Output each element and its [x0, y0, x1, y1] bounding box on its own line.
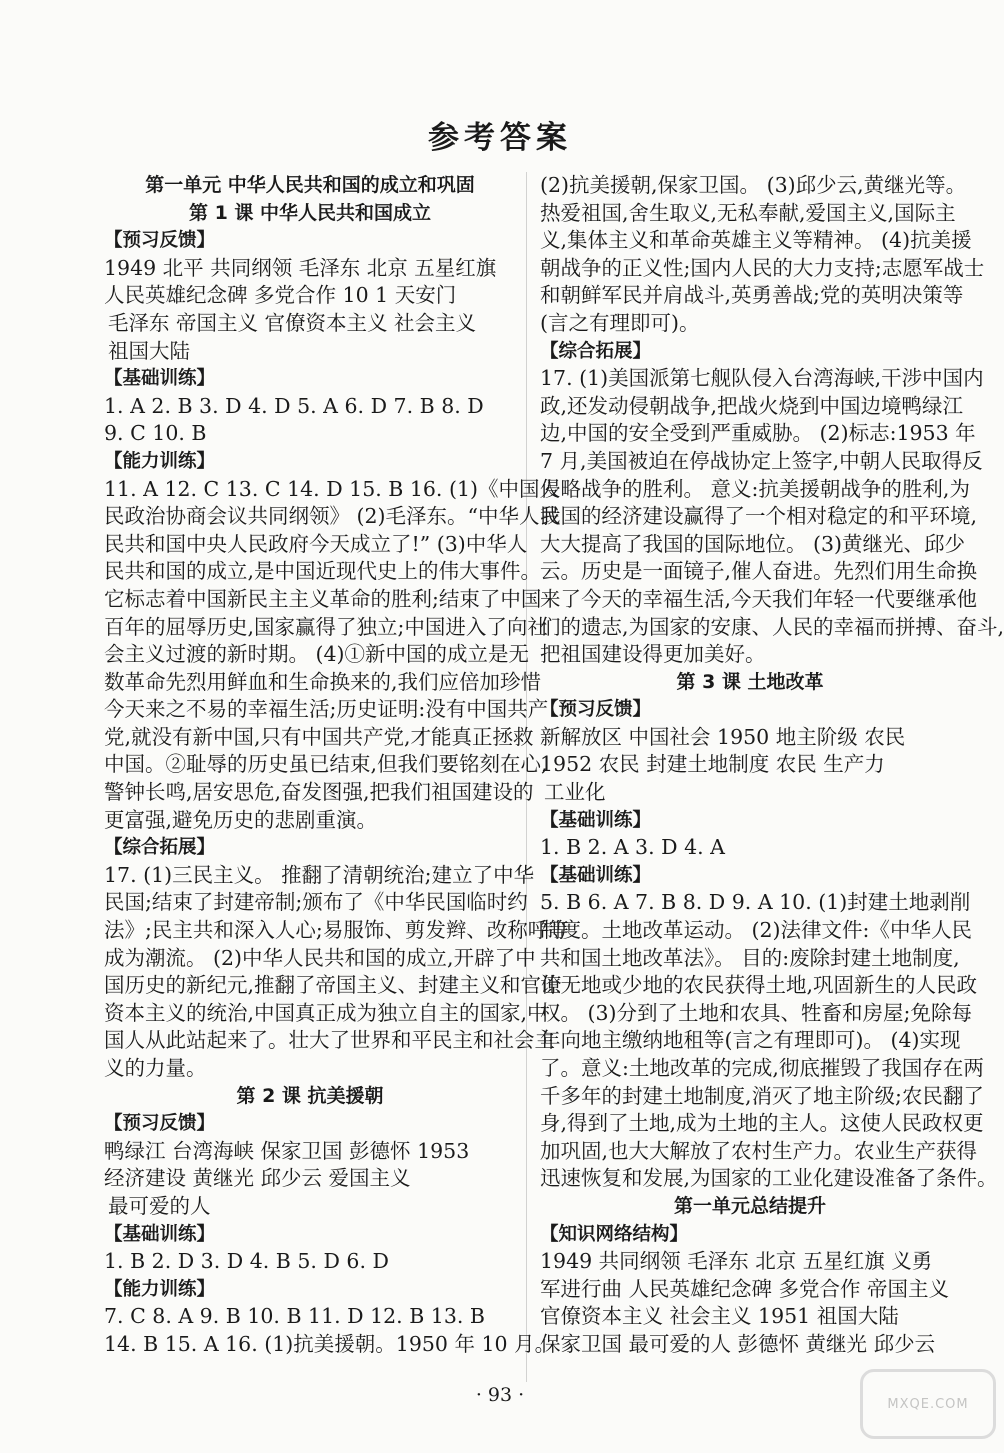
answer-line: 朝战争的正义性;国内人民的大力支持;志愿军战士 — [540, 255, 985, 280]
answer-line: 新解放区 中国社会 1950 地主阶级 农民 — [540, 724, 906, 749]
subsection-label: 【能力训练】 — [104, 1278, 216, 1300]
answer-line: 1949 共同纲领 毛泽东 北京 五星红旗 义勇 — [540, 1249, 933, 1274]
page-title: 参考答案 — [428, 120, 572, 156]
watermark-logo — [860, 1369, 996, 1439]
right-column — [540, 172, 1004, 1359]
answer-line: 17. (1)美国派第七舰队侵入台湾海峡,干涉中国内 — [540, 366, 984, 391]
answer-line: 会主义过渡的新时期。 (4)①新中国的成立是无 — [104, 642, 530, 667]
answer-line: 云。历史是一面镜子,催人奋进。先烈们用生命换 — [540, 559, 978, 584]
answer-line: 把祖国建设得更加美好。 — [540, 642, 766, 667]
answer-line: 鸭绿江 台湾海峡 保家卫国 彭德怀 1953 — [104, 1138, 470, 1163]
answer-line: 热爱祖国,舍生取义,无私奉献,爱国主义,国际主 — [540, 200, 956, 225]
subsection-label: 【基础训练】 — [104, 1223, 216, 1245]
answer-line: 大大提高了我国的国际地位。 (3)黄继光、邱少 — [540, 531, 966, 556]
answer-line: 侵略战争的胜利。 意义:抗美援朝战争的胜利,为 — [540, 476, 970, 501]
answer-line: 更富强,避免历史的悲剧重演。 — [104, 807, 378, 832]
answer-line: 百年的屈辱历史,国家赢得了独立;中国进入了向社 — [104, 614, 548, 639]
answer-line: 制度。土地改革运动。 (2)法律文件:《中华人民 — [540, 918, 972, 943]
answer-line: 人民英雄纪念碑 多党合作 10 1 天安门 — [104, 283, 457, 308]
subsection-label: 【基础训练】 — [540, 864, 652, 886]
answer-line: 毛泽东 帝国主义 官僚资本主义 社会主义 — [108, 310, 477, 335]
answer-line: 警钟长鸣,居安思危,奋发图强,把我们祖国建设的 — [104, 780, 534, 805]
answer-line: 最可爱的人 — [108, 1193, 211, 1218]
page-number: · 93 · — [475, 1384, 525, 1406]
answer-line: (2)抗美援朝,保家卫国。 (3)邱少云,黄继光等。 — [540, 173, 967, 197]
answer-line: (言之有理即可)。 — [540, 310, 700, 335]
subsection-label: 【预习反馈】 — [540, 699, 652, 721]
subsection-label: 【能力训练】 — [104, 450, 216, 472]
answer-line: 9. C 10. B — [104, 421, 207, 446]
answer-line: 民共和国中央人民政府今天成立了!” (3)中华人 — [104, 531, 528, 556]
answer-line: 17. (1)三民主义。 推翻了清朝统治;建立了中华 — [104, 862, 535, 887]
answer-line: 军进行曲 人民英雄纪念碑 多党合作 帝国主义 — [540, 1276, 950, 1301]
answer-line: 和朝鲜军民并肩战斗,英勇善战;党的英明决策等 — [540, 283, 964, 308]
answer-line: 了。意义:土地改革的完成,彻底摧毁了我国存在两 — [540, 1056, 984, 1080]
answer-line: 国人从此站起来了。壮大了世界和平民主和社会主 — [104, 1028, 555, 1053]
answer-line: 身,得到了土地,成为土地的主人。这使人民政权更 — [540, 1111, 984, 1136]
answer-line: 民国;结束了封建帝制;颁布了《中华民国临时约 — [104, 890, 528, 915]
answer-line: 加巩固,也大大解放了农村生产力。农业生产获得 — [540, 1138, 978, 1163]
answer-line: 们的遗志,为国家的安康、人民的幸福而拼搏、奋斗, — [540, 614, 1004, 639]
answer-line: 义,集体主义和革命英雄主义等精神。 (4)抗美援 — [540, 228, 972, 253]
answer-line: 共和国土地改革法》。 目的:废除封建土地制度, — [540, 945, 960, 970]
answer-line: 1949 北平 共同纲领 毛泽东 北京 五星红旗 — [104, 255, 497, 280]
answer-line: 来了今天的幸福生活,今天我们年轻一代要继承他 — [540, 586, 978, 611]
answer-line: 义的力量。 — [104, 1056, 207, 1080]
answer-line: 工业化 — [544, 780, 606, 805]
answer-line: 7 月,美国被迫在停战协定上签字,中朝人民取得反 — [540, 448, 983, 473]
answer-line: 1. B 2. A 3. D 4. A — [540, 835, 725, 860]
answer-line: 1952 农民 封建土地制度 农民 生产力 — [540, 752, 885, 777]
section-heading: 第 1 课 中华人民共和国成立 — [188, 201, 432, 224]
subsection-label: 【综合拓展】 — [104, 837, 216, 859]
answer-line: 权。 (3)分到了土地和农具、牲畜和房屋;免除每 — [540, 1000, 972, 1025]
answer-line: 11. A 12. C 13. C 14. D 15. B 16. (1)《中国人 — [104, 476, 561, 501]
answer-line: 政,还发动侵朝战争,把战火烧到中国边境鸭绿江 — [540, 393, 964, 418]
answer-line: 祖国大陆 — [108, 338, 190, 363]
answer-line: 7. C 8. A 9. B 10. B 11. D 12. B 13. B — [104, 1304, 485, 1329]
column-divider — [526, 172, 527, 1382]
answer-line: 民共和国的成立,是中国近现代史上的伟大事件。 — [104, 559, 542, 584]
answer-line: 经济建设 黄继光 邱少云 爱国主义 — [104, 1166, 411, 1191]
answer-line: 党,就没有新中国,只有中国共产党,才能真正拯救 — [104, 724, 534, 749]
answer-line: 年向地主缴纳地租等(言之有理即可)。 (4)实现 — [540, 1028, 961, 1053]
section-heading: 第一单元 中华人民共和国的成立和巩固 — [145, 174, 475, 196]
subsection-label: 【预习反馈】 — [104, 1113, 216, 1135]
answer-line: 让无地或少地的农民获得土地,巩固新生的人民政 — [540, 973, 978, 998]
answer-line: 国历史的新纪元,推翻了帝国主义、封建主义和官僚 — [104, 973, 562, 998]
answer-line: 数革命先烈用鲜血和生命换来的,我们应倍加珍惜 — [104, 669, 542, 694]
subsection-label: 【知识网络结构】 — [540, 1223, 689, 1245]
answer-line: 1. A 2. B 3. D 4. D 5. A 6. D 7. B 8. D — [104, 393, 484, 418]
answer-line: 边,中国的安全受到严重威胁。 (2)标志:1953 年 — [540, 421, 976, 446]
answer-line: 官僚资本主义 社会主义 1951 祖国大陆 — [540, 1304, 899, 1329]
answer-line: 今天来之不易的幸福生活;历史证明:没有中国共产 — [104, 697, 549, 722]
section-heading: 第一单元总结提升 — [673, 1194, 826, 1217]
section-heading: 第 3 课 土地改革 — [676, 670, 824, 693]
answer-line: 5. B 6. A 7. B 8. D 9. A 10. (1)封建土地剥削 — [540, 890, 971, 915]
answer-line: 中国。②耻辱的历史虽已结束,但我们要铭刻在心, — [104, 752, 548, 777]
answer-line: 资本主义的统治,中国真正成为独立自主的国家,中 — [104, 1000, 548, 1025]
answer-line: 它标志着中国新民主主义革命的胜利;结束了中国 — [104, 586, 542, 611]
subsection-label: 【基础训练】 — [540, 809, 652, 831]
answer-line: 成为潮流。 (2)中华人民共和国的成立,开辟了中 — [104, 945, 536, 970]
answer-line: 民政治协商会议共同纲领》 (2)毛泽东。“中华人民 — [104, 504, 561, 529]
answer-line: 保家卫国 最可爱的人 彭德怀 黄继光 邱少云 — [540, 1331, 936, 1356]
answer-line: 14. B 15. A 16. (1)抗美援朝。1950 年 10 月。 — [104, 1331, 556, 1356]
answer-line: 我国的经济建设赢得了一个相对稳定的和平环境, — [540, 504, 978, 529]
left-column — [104, 172, 569, 1359]
subsection-label: 【综合拓展】 — [540, 340, 652, 362]
answer-line: 千多年的封建土地制度,消灭了地主阶级;农民翻了 — [540, 1083, 984, 1108]
answer-line: 法》;民主共和深入人心;易服饰、剪发辫、改称呼等 — [104, 918, 569, 943]
subsection-label: 【基础训练】 — [104, 368, 216, 390]
answer-line: 迅速恢复和发展,为国家的工业化建设准备了条件。 — [540, 1166, 998, 1191]
answer-line: 1. B 2. D 3. D 4. B 5. D 6. D — [104, 1249, 389, 1274]
subsection-label: 【预习反馈】 — [104, 230, 216, 252]
section-heading: 第 2 课 抗美援朝 — [236, 1084, 384, 1107]
watermark-text: MXQE.COM — [887, 1396, 969, 1412]
